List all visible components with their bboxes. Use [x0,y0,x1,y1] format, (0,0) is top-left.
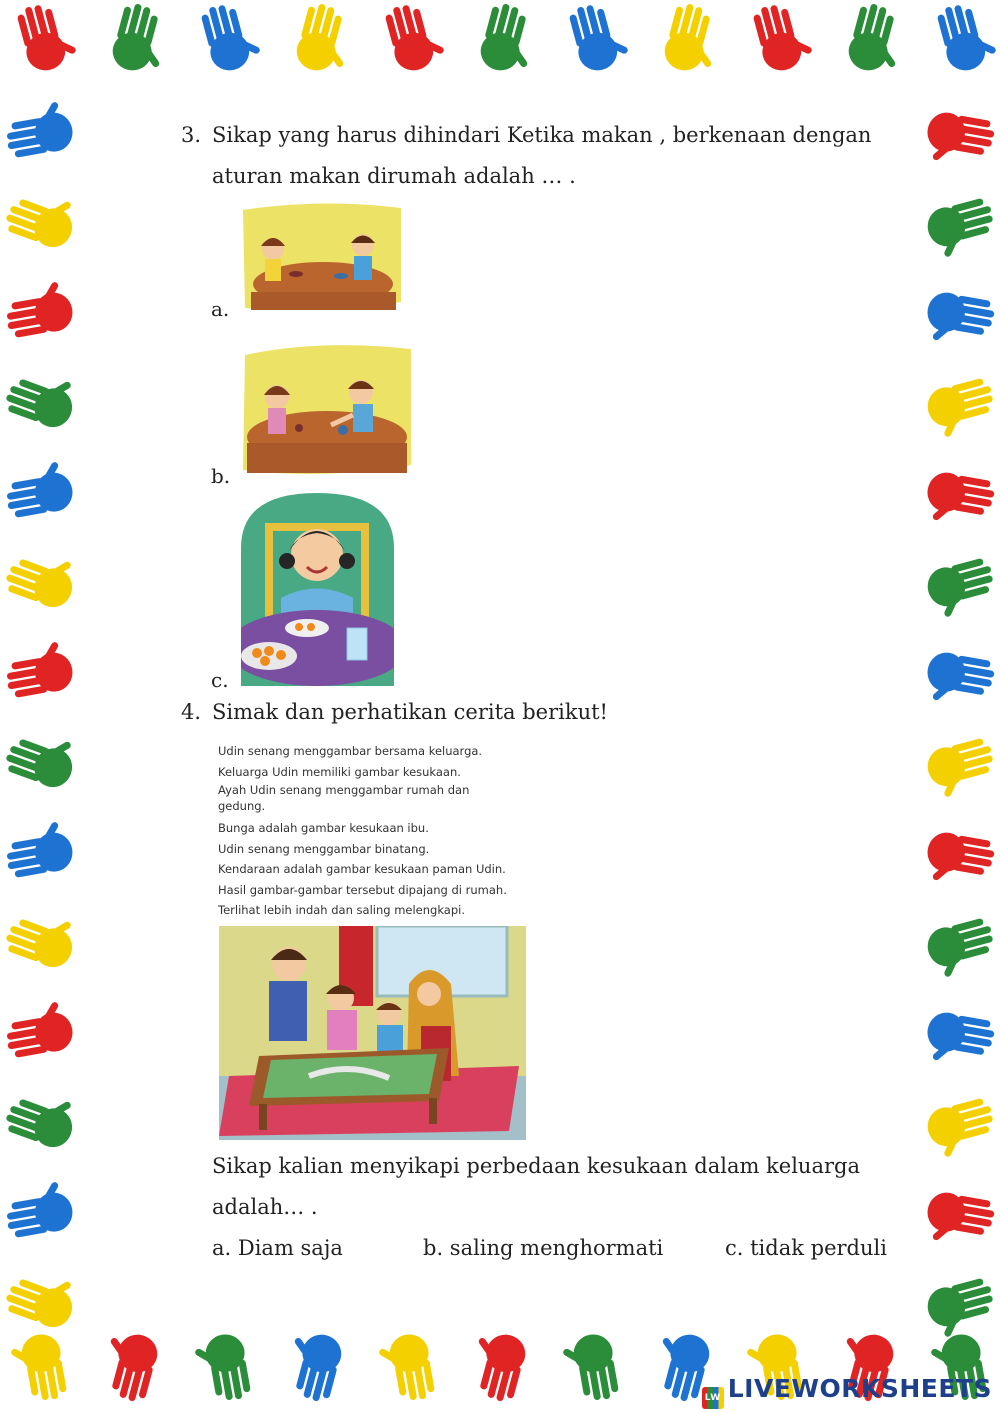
story-line: Hasil gambar-gambar tersebut dipajang di rumah. [218,882,507,897]
handprint-icon [182,1319,272,1409]
handprint-icon [912,989,1000,1079]
handprint-icon [0,534,93,634]
story-line: Ayah Udin senang menggambar rumah dan gedung. [218,783,470,813]
q3-option-c-label[interactable]: c. [211,668,229,692]
handprint-icon [912,449,1000,539]
story-line: Udin senang menggambar binatang. [218,841,430,856]
handprint-icon [0,989,88,1079]
handprint-icon [550,1319,640,1409]
handprint-icon [0,174,93,274]
q4-question-line1: Sikap kalian menyikapi perbedaan kesukaan dalam keluarga [212,1154,860,1178]
handprint-icon [366,1319,456,1409]
handprint-icon [912,1169,1000,1259]
handprint-icon [731,0,827,89]
handprint-icon [912,809,1000,899]
story-text [218,741,518,921]
handprint-icon [0,714,93,814]
handprint-icon [271,0,367,89]
handprint-icon [0,1169,88,1259]
handprint-icon [912,269,1000,359]
q4-title: Simak dan perhatikan cerita berikut! [212,700,608,724]
handprint-icon [0,629,88,719]
q3-line2: aturan makan dirumah adalah … . [212,164,576,188]
handprint-icon [912,89,1000,179]
option-b-image[interactable] [241,325,413,482]
q3-option-a-label[interactable]: a. [211,297,230,321]
handprint-icon [455,0,551,89]
handprint-icon [909,896,1000,992]
family-drawing-image [219,926,526,1140]
handprint-icon [909,176,1000,272]
answer-b[interactable]: b. saling menghormati [423,1236,664,1260]
handprint-icon [271,1316,367,1412]
q3-line1: Sikap yang harus dihindari Ketika makan , berkenaan dengan [212,123,872,147]
answer-c[interactable]: c. tidak perduli [725,1236,887,1260]
handprint-icon [0,0,91,89]
handprint-icon [87,0,183,89]
q3-number: 3. [181,123,202,147]
q4-question-line2: adalah… . [212,1195,318,1219]
handprint-icon [0,1074,93,1174]
handprint-icon [363,0,459,89]
handprint-icon [0,809,88,899]
handprint-icon [0,354,93,454]
story-line: Bunga adalah gambar kesukaan ibu. [218,821,429,835]
story-line: Udin senang menggambar bersama keluarga. [218,744,483,758]
handprint-icon [0,269,88,359]
logo-text: LIVEWORKSHEETS [727,1374,992,1403]
logo-mark-icon: LW [702,1387,724,1409]
handprint-icon [639,0,735,89]
liveworksheets-logo[interactable] [702,1374,992,1409]
story-line: Keluarga Udin memiliki gambar kesukaan. [218,764,461,779]
handprint-icon [0,449,88,539]
handprint-icon [455,1316,551,1412]
option-c-image[interactable] [241,493,394,686]
handprint-icon [912,629,1000,719]
handprint-icon [547,0,643,89]
q3-option-b-label[interactable]: b. [211,464,231,488]
handprint-icon [823,0,919,89]
q4-number: 4. [181,700,202,724]
handprint-icon [0,894,93,994]
handprint-icon [179,0,275,89]
handprint-icon [909,356,1000,452]
handprint-icon [909,1076,1000,1172]
handprint-icon [909,716,1000,812]
story-line: Terlihat lebih indah dan saling melengkapi. [218,903,466,917]
answer-a[interactable]: a. Diam saja [212,1236,343,1260]
handprint-icon [915,0,1000,89]
handprint-icon [0,89,88,179]
story-line: Kendaraan adalah gambar kesukaan paman Udin. [218,862,506,876]
handprint-icon [909,536,1000,632]
option-a-image[interactable] [241,202,404,315]
handprint-icon [87,1316,183,1412]
